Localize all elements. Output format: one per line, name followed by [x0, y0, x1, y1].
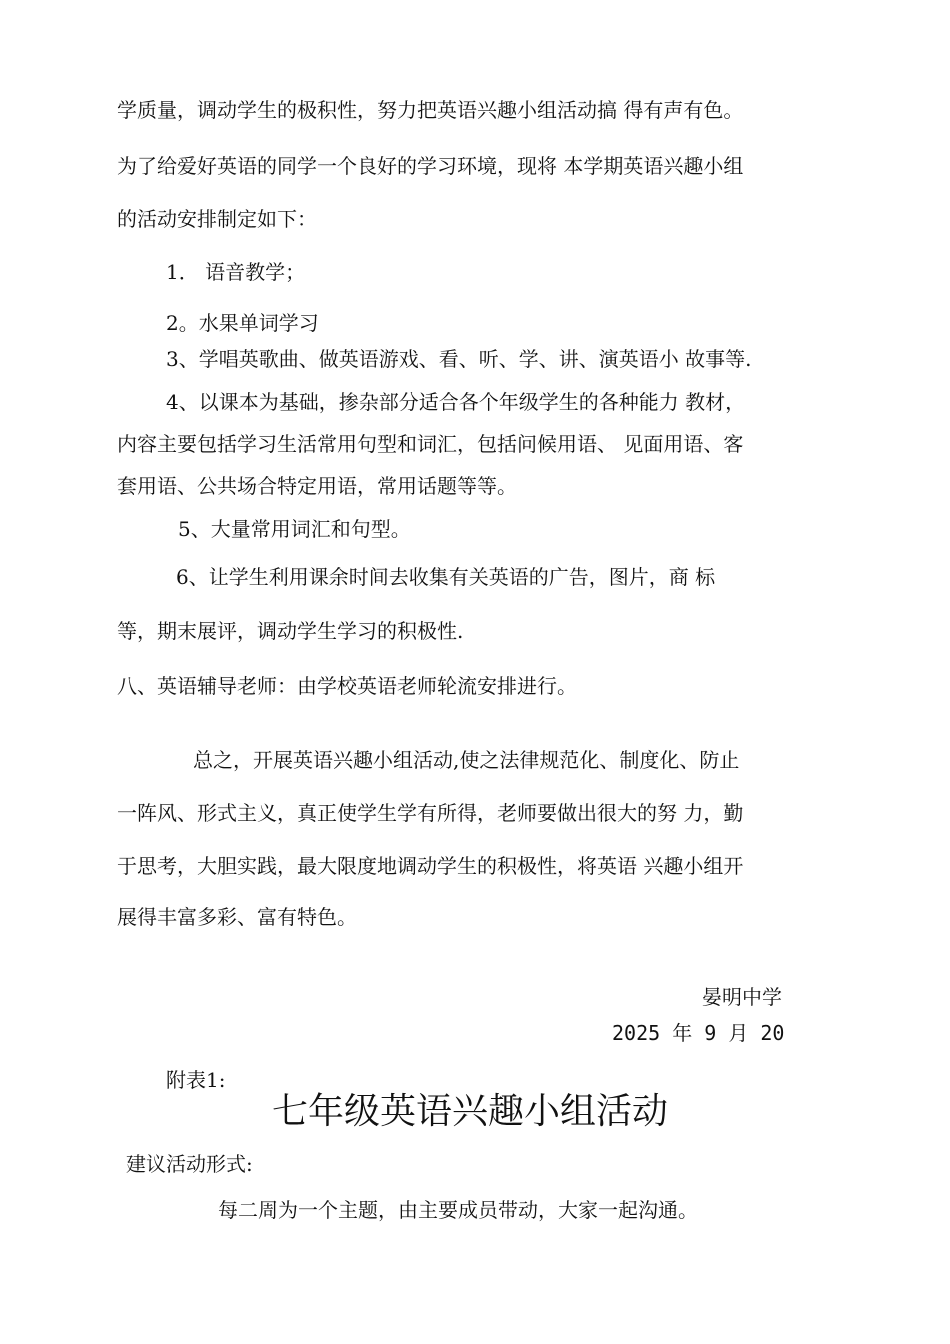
appendix-subheading: 建议活动形式:	[126, 1152, 253, 1176]
summary-line-1: 总之，开展英语兴趣小组活动,使之法律规范化、制度化、防止	[193, 748, 740, 772]
list-item-6-cont: 等，期末展评，调动学生学习的积极性.	[117, 619, 464, 643]
summary-line-4: 展得丰富多彩、富有特色。	[117, 905, 357, 929]
appendix-text: 每二周为一个主题，由主要成员带动，大家一起沟通。	[218, 1198, 698, 1222]
list-item-5: 5、大量常用词汇和句型。	[178, 517, 411, 541]
list-item-3: 3、学唱英歌曲、做英语游戏、看、听、学、讲、演英语小 故事等.	[166, 347, 752, 371]
summary-line-2: 一阵风、形式主义，真正使学生学有所得，老师要做出很大的努 力，勤	[117, 801, 744, 825]
body-line-2: 为了给爱好英语的同学一个良好的学习环境，现将 本学期英语兴趣小组	[117, 154, 744, 178]
list-item-1: 1． 语音教学；	[166, 260, 306, 284]
appendix-title: 七年级英语兴趣小组活动	[272, 1091, 669, 1132]
section-eight-line: 八、英语辅导老师：由学校英语老师轮流安排进行。	[117, 674, 577, 698]
list-item-6: 6、让学生利用课余时间去收集有关英语的广告，图片，商 标	[176, 565, 716, 589]
summary-line-3: 于思考，大胆实践，最大限度地调动学生的积极性，将英语 兴趣小组开	[117, 854, 744, 878]
list-item-2: 2。水果单词学习	[166, 311, 319, 335]
body-line-3: 的活动安排制定如下：	[117, 207, 317, 231]
signature-school: 晏明中学	[702, 985, 782, 1009]
signature-date: 2025 年 9 月 20	[612, 1021, 785, 1045]
appendix-label: 附表1:	[166, 1068, 226, 1092]
body-line-1: 学质量，调动学生的极积性，努力把英语兴趣小组活动搞 得有声有色。	[117, 98, 744, 122]
list-item-4-cont-2: 套用语、公共场合特定用语，常用话题等等。	[117, 474, 517, 498]
list-item-4-cont-1: 内容主要包括学习生活常用句型和词汇，包括问候用语、 见面用语、客	[117, 432, 744, 456]
list-item-4: 4、以课本为基础，掺杂部分适合各个年级学生的各种能力 教材，	[166, 390, 746, 414]
